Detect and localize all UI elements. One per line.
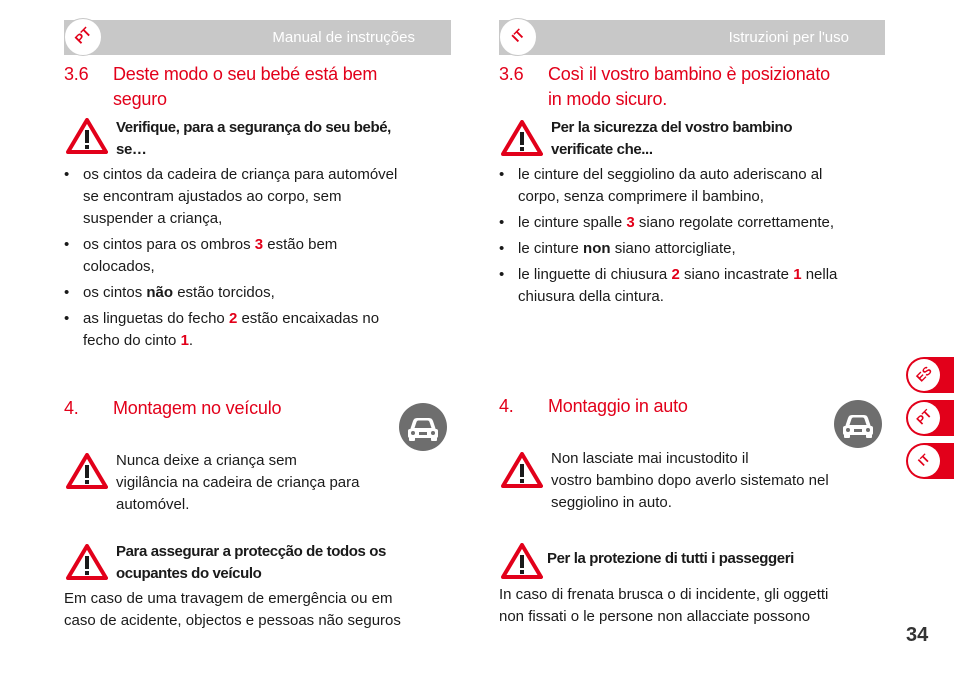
section-3-6-heading: 3.6 Così il vostro bambino è posizionato in modo sicuro. xyxy=(499,64,830,109)
section-4-heading: 4. Montagem no veículo xyxy=(64,398,282,418)
warning-text: Verifique, para a segurança do seu bebé, se… xyxy=(116,119,391,158)
warning-text: Per la sicurezza del vostro bambino verificate che... xyxy=(551,119,793,158)
language-tab-es[interactable]: ES xyxy=(906,357,954,393)
list-item: • as linguetas do fecho 2 estão encaixadas no fecho do cinto 1. xyxy=(64,308,452,352)
warning-text: Non lasciate mai incustodito il vostro bambino dopo averlo sistemato nel seggiolino in auto. xyxy=(551,450,829,511)
body-paragraph: Em caso de uma travagem de emergência ou em caso de acidente, objectos e pessoas não seguros xyxy=(64,590,401,629)
list-item: • os cintos não estão torcidos, xyxy=(64,282,452,304)
language-tab-pt[interactable]: PT xyxy=(906,400,954,436)
body-paragraph: In caso di frenata brusca o di incidente, gli oggetti non fissati o le persone non allacciate possono xyxy=(499,586,829,625)
page-number: 34 xyxy=(906,624,929,646)
language-badge: PT xyxy=(64,18,102,56)
warning-triangle-icon xyxy=(501,452,543,488)
warning-triangle-icon xyxy=(501,120,543,156)
warning-triangle-icon xyxy=(66,453,108,489)
section-4-heading: 4. Montaggio in auto xyxy=(499,396,688,416)
list-item: • os cintos para os ombros 3 estão bem colocados, xyxy=(64,234,452,278)
list-item: • os cintos da cadeira de criança para automóvel se encontram ajustados ao corpo, sem suspender a criança, xyxy=(64,164,452,230)
checklist xyxy=(64,164,452,356)
header-title: Manual de instruções xyxy=(272,29,415,46)
list-item: • le cinture spalle 3 siano regolate correttamente, xyxy=(499,212,887,234)
header-bar xyxy=(499,20,885,55)
language-badge: IT xyxy=(499,18,537,56)
checklist xyxy=(499,164,887,312)
warning-text: Per la protezione di tutti i passeggeri xyxy=(547,550,794,567)
list-item: • le linguette di chiusura 2 siano incastrate 1 nella chiusura della cintura. xyxy=(499,264,887,308)
car-icon xyxy=(399,403,447,451)
warning-text: Nunca deixe a criança sem vigilância na cadeira de criança para automóvel. xyxy=(116,452,360,513)
warning-triangle-icon xyxy=(66,544,108,580)
list-item: • le cinture non siano attorcigliate, xyxy=(499,238,887,260)
warning-triangle-icon xyxy=(66,118,108,154)
warning-triangle-icon xyxy=(501,543,543,579)
list-item: • le cinture del seggiolino da auto aderiscano al corpo, senza comprimere il bambino, xyxy=(499,164,887,208)
warning-text: Para assegurar a protecção de todos os ocupantes do veículo xyxy=(116,543,386,582)
header-bar xyxy=(64,20,451,55)
section-3-6-heading: 3.6 Deste modo o seu bebé está bem seguro xyxy=(64,64,378,109)
language-tab-it[interactable]: IT xyxy=(906,443,954,479)
header-title: Istruzioni per l'uso xyxy=(728,29,849,46)
car-icon xyxy=(834,400,882,448)
